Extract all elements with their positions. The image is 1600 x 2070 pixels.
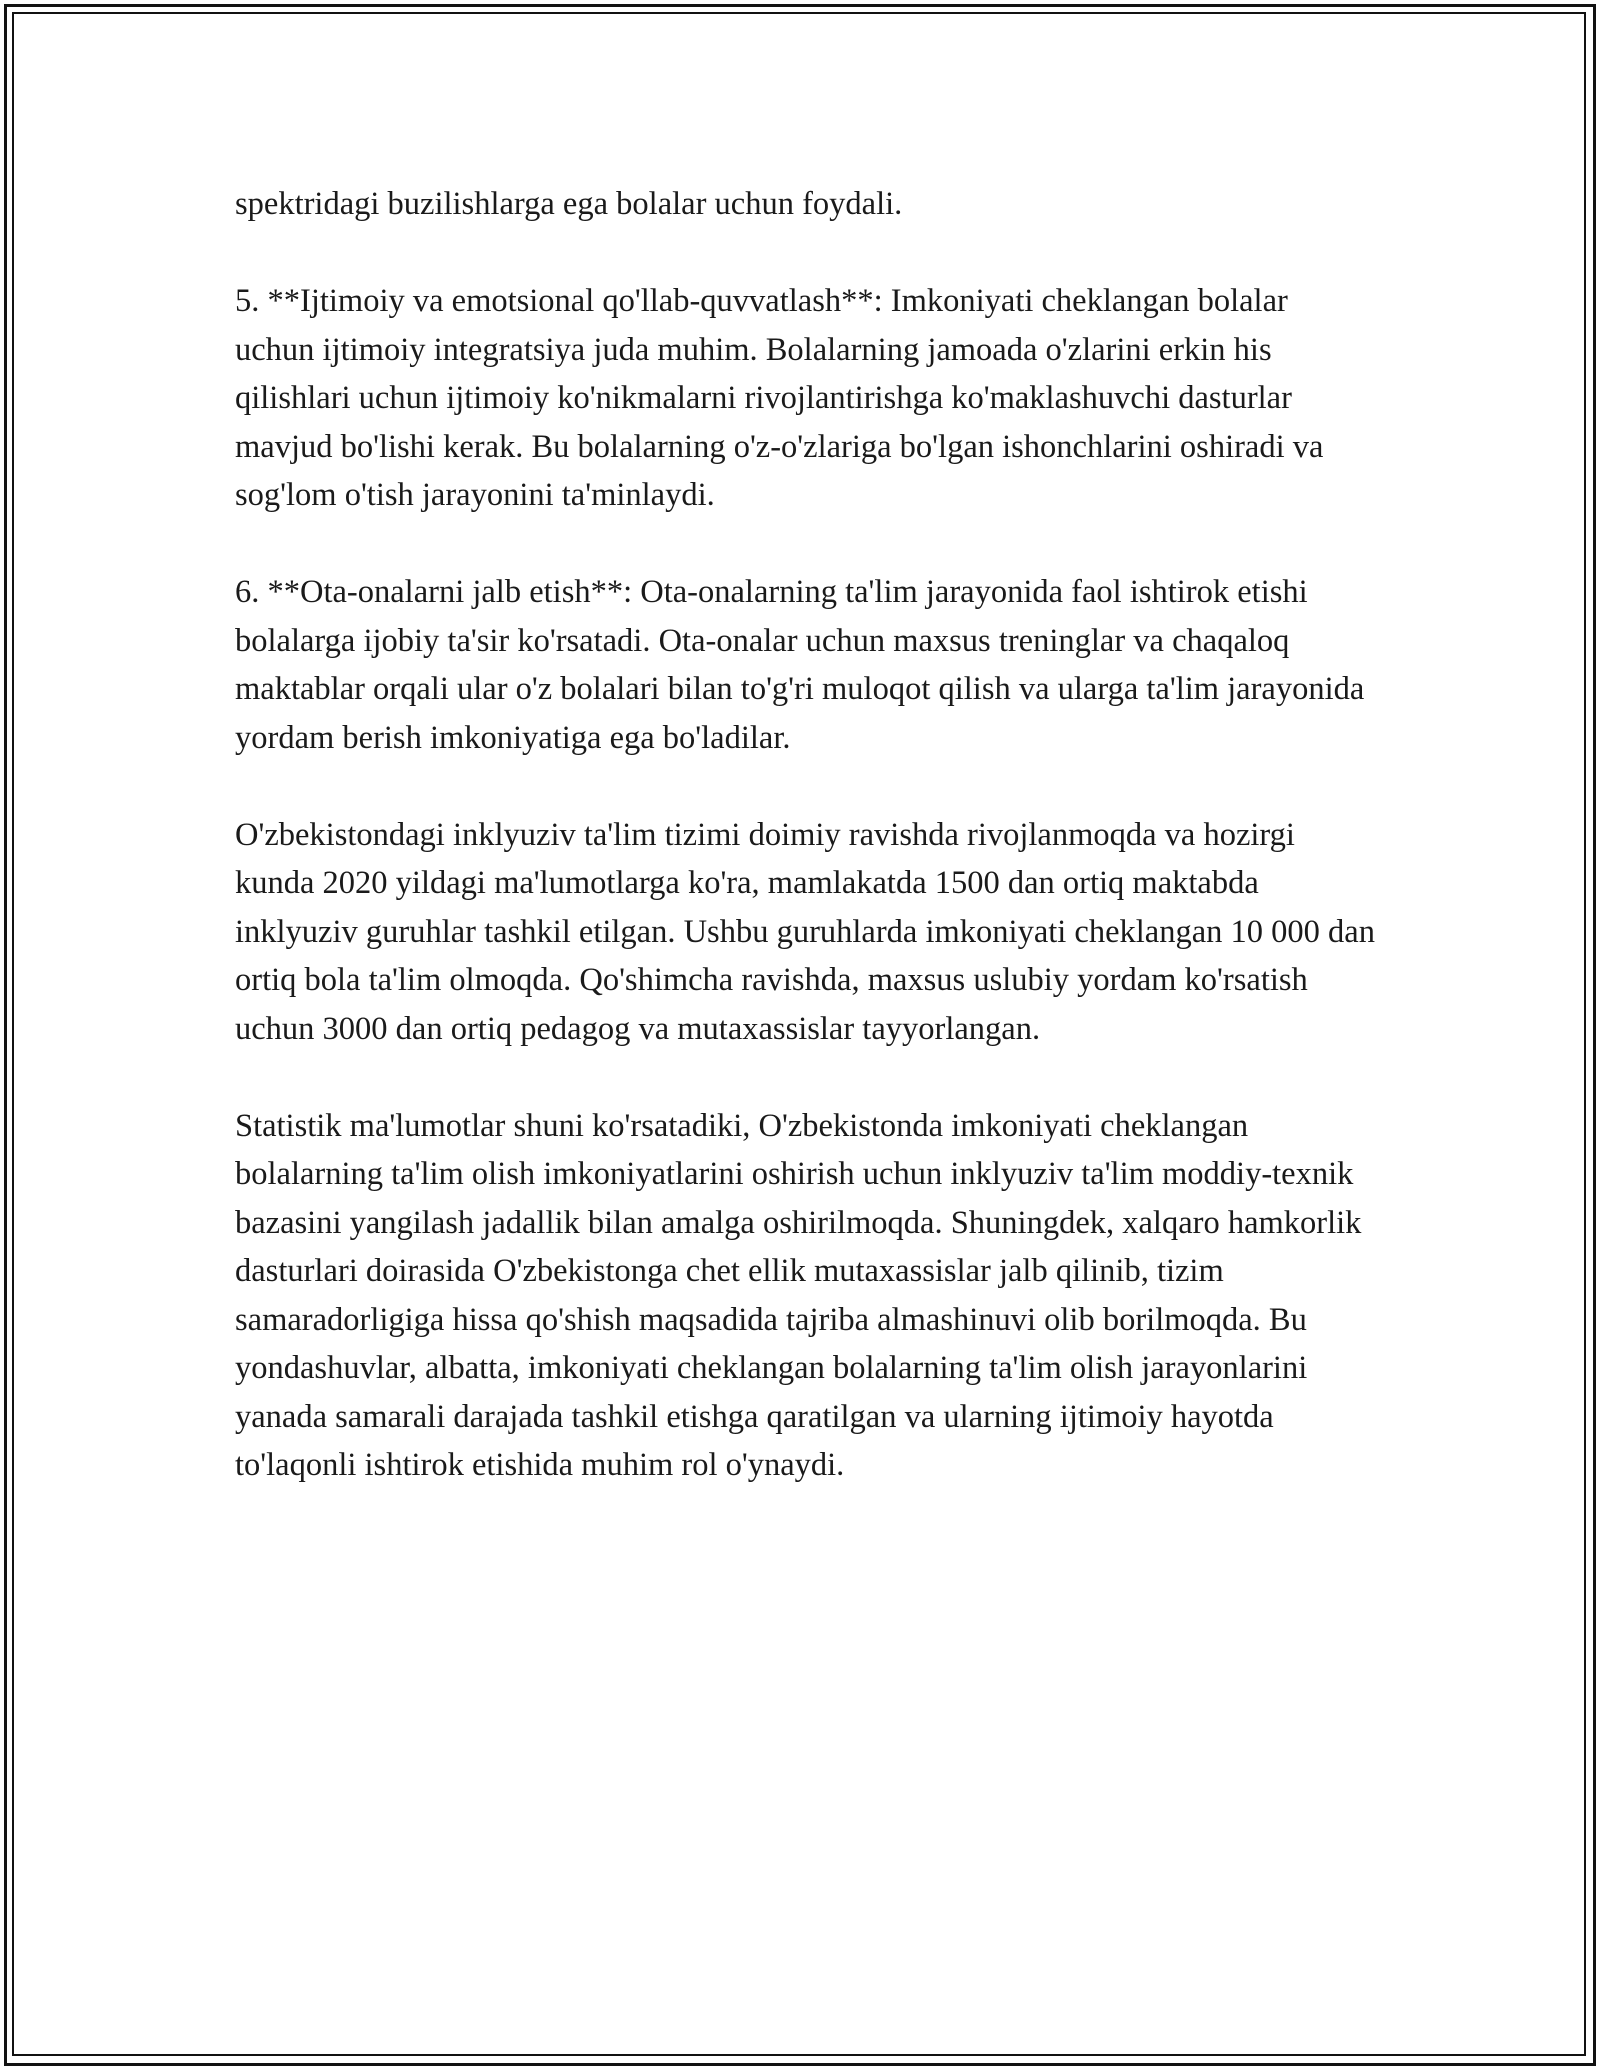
paragraph-continuation: spektridagi buzilishlarga ega bolalar uchun foydali. bbox=[235, 186, 903, 222]
paragraph-inclusive-education-stats: O'zbekistondagi inklyuziv ta'lim tizimi doimiy ravishda rivojlanmoqda va hozirgi kunda 2020 yildagi ma'lumotlarga ko'ra, mamlakatda 1500 dan ortiq maktabda inklyuziv guruhlar tashkil etilgan. Ushbu guruhlarda imkoniyati cheklangan 10 000 dan ortiq bola ta'lim olmoqda. Qo'shimcha ravishda, maxsus uslubiy yordam ko'rsatish uchun 3000 dan ortiq pedagog va mutaxassislar tayyorlangan. bbox=[235, 816, 1375, 1047]
paragraph-parent-involvement: 6. **Ota-onalarni jalb etish**: Ota-onalarning ta'lim jarayonida faol ishtirok etishi bolalarga ijobiy ta'sir ko'rsatadi. Ota-onalar uchun maxsus treninglar va chaqaloq maktablar orqali ular o'z bolalari bilan to'g'ri muloqot qilish va ularga ta'lim jarayonida yordam berish imkoniyatiga ega bo'ladilar. bbox=[235, 574, 1365, 756]
document-body bbox=[235, 180, 1375, 1490]
paragraph-statistical-data: Statistik ma'lumotlar shuni ko'rsatadiki, O'zbekistonda imkoniyati cheklangan bolalarning ta'lim olish imkoniyatlarini oshirish uchun inklyuziv ta'lim moddiy-texnik bazasini yangilash jadallik bilan amalga oshirilmoqda. Shuningdek, xalqaro hamkorlik dasturlari doirasida O'zbekistonga chet ellik mutaxassislar jalb qilinib, tizim samaradorligiga hissa qo'shish maqsadida tajriba almashinuvi olib borilmoqda. Bu yondashuvlar, albatta, imkoniyati cheklangan bolalarning ta'lim olish jarayonlarini yanada samarali darajada tashkil etishga qaratilgan va ularning ijtimoiy hayotda to'laqonli ishtirok etishida muhim rol o'ynaydi. bbox=[235, 1107, 1362, 1483]
paragraph-social-emotional-support: 5. **Ijtimoiy va emotsional qo'llab-quvvatlash**: Imkoniyati cheklangan bolalar uchun ijtimoiy integratsiya juda muhim. Bolalarning jamoada o'zlarini erkin his qilishlari uchun ijtimoiy ko'nikmalarni rivojlantirishga ko'maklashuvchi dasturlar mavjud bo'lishi kerak. Bu bolalarning o'z-o'zlariga bo'lgan ishonchlarini oshiradi va sog'lom o'tish jarayonini ta'minlaydi. bbox=[235, 283, 1324, 513]
